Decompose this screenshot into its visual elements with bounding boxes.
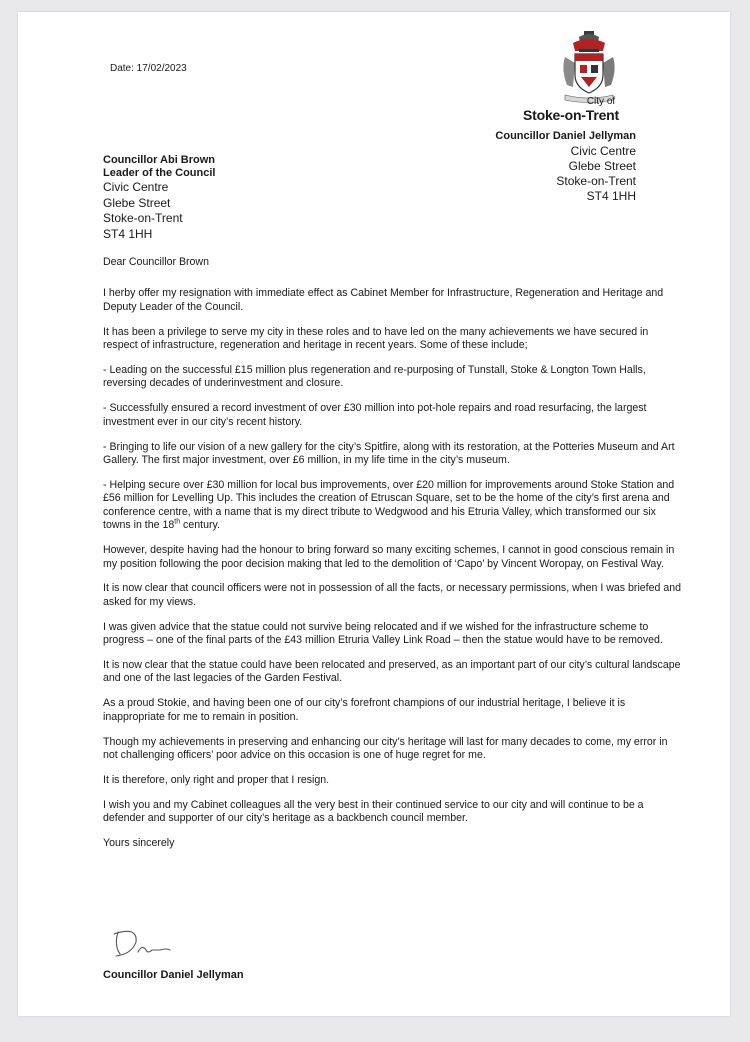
- logo-city-name: Stoke-on-Trent: [523, 107, 619, 123]
- paragraph: It is now clear that council officers were not in possession of all the facts, or necessary permissions, when I was briefed and asked for my views.: [103, 582, 682, 608]
- paragraph: It is therefore, only right and proper that I resign.: [103, 773, 330, 786]
- paragraph: I herby offer my resignation with immediate effect as Cabinet Member for Infrastructure, Regeneration and Heritage and Deputy Leader of the Council.: [103, 287, 664, 313]
- recipient-name: Councillor Abi Brown: [103, 154, 216, 166]
- superscript: th: [174, 518, 181, 526]
- paragraph: It is now clear that the statue could have been relocated and preserved, as an important part of our city’s cultural landscape and one of the last legacies of the Garden Festival.: [103, 659, 681, 685]
- sender-address-line: ST4 1HH: [586, 189, 636, 203]
- paragraph: Though my achievements in preserving and enhancing our city’s heritage will last for many decades to come, my error in not challenging officers’ poor advice on this occasion is one of huge regret for me.: [103, 735, 668, 762]
- recipient-address-line: Glebe Street: [103, 195, 171, 210]
- sender-name: Councillor Daniel Jellyman: [495, 130, 636, 142]
- paragraph-text: century.: [180, 519, 220, 532]
- paragraph: It has been a privilege to serve my city in these roles and to have led on the many achievements we have secured in respect of infrastructure, regeneration and heritage in recent years. Some of these include;: [103, 325, 649, 352]
- paragraph: - Successfully ensured a record investment of over £30 million into pot-hole repairs and road resurfacing, the largest investment ever in our city’s recent history.: [103, 402, 647, 428]
- paragraph: [103, 479, 683, 533]
- letter-date: Date: 17/02/2023: [110, 63, 187, 74]
- sender-address-line: Civic Centre: [570, 144, 636, 158]
- sender-block: [495, 129, 636, 204]
- closing: Yours sincerely: [103, 837, 175, 850]
- letter-body: [103, 256, 683, 862]
- paragraph: As a proud Stokie, and having been one of our city’s forefront champions of our industrial heritage, I believe it is inappropriate for me to remain in position.: [103, 697, 626, 723]
- salutation: Dear Councillor Brown: [103, 256, 209, 268]
- sender-address-line: Glebe Street: [568, 159, 636, 173]
- paragraph: However, despite having had the honour to bring forward so many exciting schemes, I cannot in good conscious remain in my position following the poor decision making that led to the demolition of ‘Capo’ by Vincent Woropay, on Festival Way.: [103, 544, 675, 570]
- signature-icon: [108, 924, 178, 964]
- recipient-block: [103, 154, 215, 242]
- paragraph-text: - Helping secure over £30 million for local bus improvements, over £20 million for improvements around Stoke Station and £56 million for Levelling Up. This includes the creation of Etruscan Square, set to be the home of the city’s first arena and conference centre, with a name that is my direct tribute to Wedgwood and his Etruria Valley, which transformed our six towns in the 18: [103, 478, 675, 532]
- paragraph: - Leading on the successful £15 million plus regeneration and re-purposing of Tunstall, Stoke & Longton Town Halls, reversing decades of underinvestment and closure.: [103, 364, 646, 390]
- logo-city-of: City of: [586, 96, 616, 107]
- recipient-title: Leader of the Council: [103, 167, 216, 179]
- paragraph: I was given advice that the statue could not survive being relocated and if we wished for the infrastructure scheme to progress – one of the final parts of the £43 million Etruria Valley Link Road – then the statue would have to be removed.: [103, 620, 663, 647]
- coat-of-arms-icon: [559, 29, 619, 105]
- recipient-address-line: Civic Centre: [103, 180, 169, 194]
- sender-address-line: Stoke-on-Trent: [556, 174, 636, 188]
- recipient-address-line: Stoke-on-Trent: [103, 211, 183, 225]
- paragraph: I wish you and my Cabinet colleagues all the very best in their continued service to our city and will continue to be a defender and supporter of our city’s heritage as a backbench council member.: [103, 798, 644, 825]
- paragraph: - Bringing to life our vision of a new gallery for the city’s Spitfire, along with its restoration, at the Potteries Museum and Art Gallery. The first major investment, over £6 million, in my life time in the city’s museum.: [103, 440, 675, 467]
- signoff-name: Councillor Daniel Jellyman: [103, 969, 244, 981]
- recipient-address-line: ST4 1HH: [103, 226, 153, 241]
- letter-page: [18, 12, 730, 1016]
